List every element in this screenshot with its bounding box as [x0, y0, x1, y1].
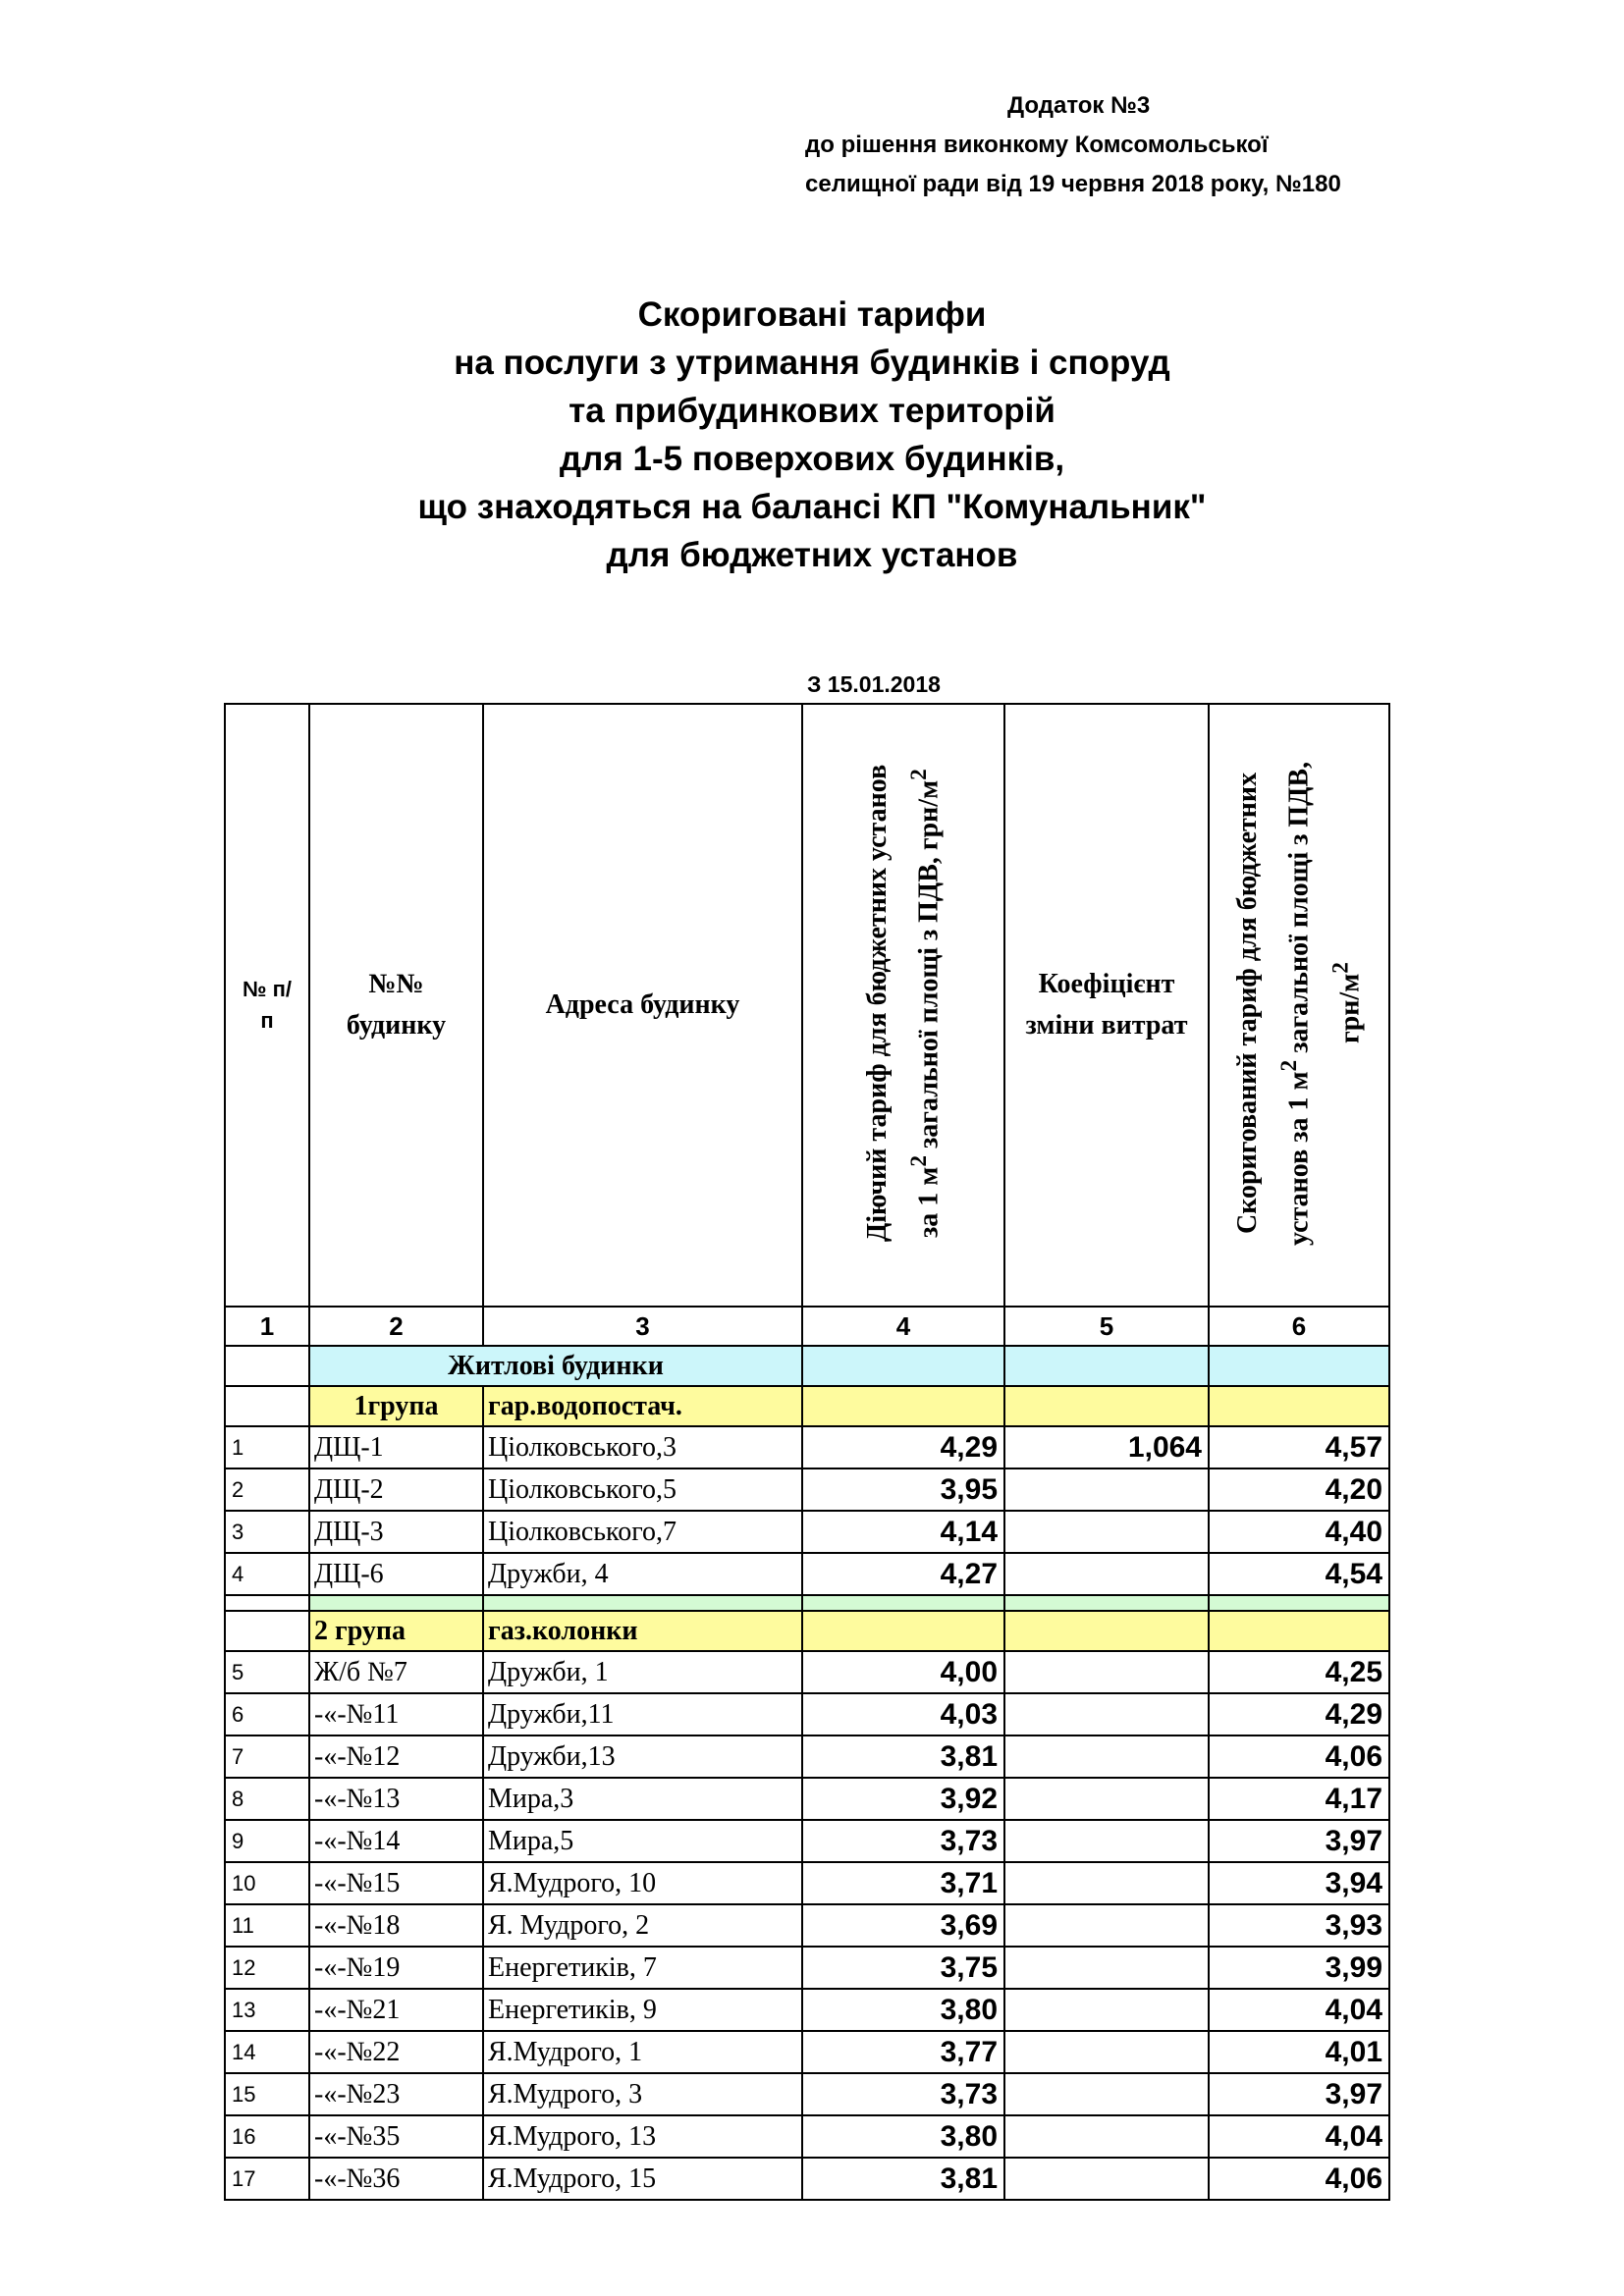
row-index: 17: [225, 2158, 309, 2200]
row-index: 10: [225, 1862, 309, 1904]
coefficient: [1004, 1989, 1209, 2031]
header-current-tariff-sup-2: 2: [905, 768, 932, 780]
coefficient: [1004, 1904, 1209, 1947]
row-index: 3: [225, 1511, 309, 1553]
table-row: [225, 1511, 1389, 1553]
coefficient: [1004, 1820, 1209, 1862]
group-row: [225, 1386, 1389, 1426]
coefficient: [1004, 1735, 1209, 1778]
coefficient: [1004, 1778, 1209, 1820]
house-number: ДЩ-6: [309, 1553, 483, 1595]
house-address: Дружби,11: [483, 1693, 802, 1735]
house-number: -«-№18: [309, 1904, 483, 1947]
table-header-row: [225, 704, 1389, 1307]
adjusted-tariff: 4,06: [1209, 2158, 1389, 2200]
house-number: -«-№23: [309, 2073, 483, 2115]
row-index: 4: [225, 1553, 309, 1595]
house-address: Дружби,13: [483, 1735, 802, 1778]
section-title: Житлові будинки: [309, 1346, 802, 1386]
current-tariff: 4,00: [802, 1651, 1004, 1693]
house-address: Я. Мудрого, 2: [483, 1904, 802, 1947]
header-coefficient-label: Коефіцієнт зміни витрат: [1025, 969, 1188, 1041]
house-number: -«-№35: [309, 2115, 483, 2158]
adjusted-tariff: 3,94: [1209, 1862, 1389, 1904]
section-row: [225, 1346, 1389, 1386]
coefficient: [1004, 1468, 1209, 1511]
group-row: [225, 1611, 1389, 1651]
row-index: 1: [225, 1426, 309, 1468]
header-address: [483, 704, 802, 1307]
house-address: Я.Мудрого, 3: [483, 2073, 802, 2115]
title-line-2: на послуги з утримання будинків і споруд: [454, 344, 1170, 382]
column-number: 4: [802, 1307, 1004, 1346]
house-address: Енергетиків, 7: [483, 1947, 802, 1989]
house-number: Ж/б №7: [309, 1651, 483, 1693]
title-line-1: Скориговані тарифи: [637, 295, 987, 334]
header-current-tariff-line-2: загальної площі з ПДВ, грн/м: [913, 779, 945, 1155]
row-index: 16: [225, 2115, 309, 2158]
group-name: 2 група: [309, 1611, 483, 1651]
row-index: 11: [225, 1904, 309, 1947]
house-address: Енергетиків, 9: [483, 1989, 802, 2031]
table-row: [225, 1693, 1389, 1735]
house-number: -«-№21: [309, 1989, 483, 2031]
table-row: [225, 1947, 1389, 1989]
coefficient: [1004, 1553, 1209, 1595]
coefficient: [1004, 1511, 1209, 1553]
adjusted-tariff: 3,99: [1209, 1947, 1389, 1989]
column-number: 6: [1209, 1307, 1389, 1346]
header-adjusted-tariff-label: [1227, 709, 1372, 1298]
header-house-number: [309, 704, 483, 1307]
table-row: [225, 1735, 1389, 1778]
header-index-label: № п/ п: [242, 977, 293, 1033]
current-tariff: 3,81: [802, 1735, 1004, 1778]
coefficient: [1004, 1693, 1209, 1735]
current-tariff: 3,77: [802, 2031, 1004, 2073]
house-address: Я.Мудрого, 15: [483, 2158, 802, 2200]
adjusted-tariff: 4,04: [1209, 2115, 1389, 2158]
row-index: 7: [225, 1735, 309, 1778]
table-row: [225, 2115, 1389, 2158]
current-tariff: 3,75: [802, 1947, 1004, 1989]
table-row: [225, 2158, 1389, 2200]
coefficient: [1004, 2073, 1209, 2115]
house-address: Ціолковського,5: [483, 1468, 802, 1511]
house-number: ДЩ-3: [309, 1511, 483, 1553]
current-tariff: 3,95: [802, 1468, 1004, 1511]
current-tariff: 3,92: [802, 1778, 1004, 1820]
header-adjusted-tariff-unit: установ за 1 м: [1283, 1070, 1314, 1246]
header-adjusted-tariff-line-2: загальної площі з ПДВ,: [1283, 760, 1314, 1059]
row-index: 9: [225, 1820, 309, 1862]
house-address: Я.Мудрого, 1: [483, 2031, 802, 2073]
house-address: Я.Мудрого, 13: [483, 2115, 802, 2158]
table-row: [225, 2073, 1389, 2115]
group-name: 1група: [309, 1386, 483, 1426]
house-number: -«-№12: [309, 1735, 483, 1778]
column-number-row: [225, 1307, 1389, 1346]
column-number: 1: [225, 1307, 309, 1346]
title-line-6: для бюджетних установ: [606, 536, 1018, 574]
house-number: -«-№36: [309, 2158, 483, 2200]
adjusted-tariff: 4,06: [1209, 1735, 1389, 1778]
coefficient: [1004, 2158, 1209, 2200]
coefficient: [1004, 2115, 1209, 2158]
house-number: -«-№14: [309, 1820, 483, 1862]
header-current-tariff-unit: за 1 м: [913, 1166, 945, 1238]
current-tariff: 4,29: [802, 1426, 1004, 1468]
coefficient: [1004, 1947, 1209, 1989]
annex-number: Додаток №3: [1007, 92, 1151, 119]
current-tariff: 4,03: [802, 1693, 1004, 1735]
adjusted-tariff: 4,04: [1209, 1989, 1389, 2031]
adjusted-tariff: 4,20: [1209, 1468, 1389, 1511]
table-row: [225, 2031, 1389, 2073]
house-address: Мира,3: [483, 1778, 802, 1820]
annex-decision-line: до рішення виконкому Комсомольської: [805, 132, 1269, 158]
table-row: [225, 1468, 1389, 1511]
row-index: 5: [225, 1651, 309, 1693]
adjusted-tariff: 4,29: [1209, 1693, 1389, 1735]
adjusted-tariff: 4,17: [1209, 1778, 1389, 1820]
row-index: 8: [225, 1778, 309, 1820]
house-number: -«-№11: [309, 1693, 483, 1735]
header-coefficient: [1004, 704, 1209, 1307]
table-row: [225, 1820, 1389, 1862]
house-address: Мира,5: [483, 1820, 802, 1862]
header-house-number-label: №№ будинку: [346, 969, 447, 1041]
row-index: 15: [225, 2073, 309, 2115]
group-type: гар.водопостач.: [483, 1386, 802, 1426]
coefficient: [1004, 2031, 1209, 2073]
annex-block: [805, 86, 1512, 204]
header-adjusted-tariff-sup-2: 2: [1327, 962, 1353, 974]
tariff-table: [224, 703, 1390, 2201]
row-index: 12: [225, 1947, 309, 1989]
house-address: Дружби, 1: [483, 1651, 802, 1693]
house-number: -«-№22: [309, 2031, 483, 2073]
house-number: ДЩ-2: [309, 1468, 483, 1511]
current-tariff: 3,80: [802, 1989, 1004, 2031]
adjusted-tariff: 3,97: [1209, 2073, 1389, 2115]
adjusted-tariff: 3,93: [1209, 1904, 1389, 1947]
house-number: -«-№19: [309, 1947, 483, 1989]
annex-date-line: селищної ради від 19 червня 2018 року, №180: [805, 171, 1341, 197]
column-number: 5: [1004, 1307, 1209, 1346]
coefficient: [1004, 1651, 1209, 1693]
group-type: газ.колонки: [483, 1611, 802, 1651]
title-line-5: що знаходяться на балансі КП "Комунальник": [417, 488, 1207, 526]
row-index: 6: [225, 1693, 309, 1735]
table-row: [225, 1426, 1389, 1468]
column-number: 3: [483, 1307, 802, 1346]
header-current-tariff: [802, 704, 1004, 1307]
table-row: [225, 1778, 1389, 1820]
spacer-row: [225, 1595, 1389, 1611]
adjusted-tariff: 4,54: [1209, 1553, 1389, 1595]
effective-date: З 15.01.2018: [807, 671, 941, 697]
table-row: [225, 1651, 1389, 1693]
adjusted-tariff: 4,40: [1209, 1511, 1389, 1553]
house-address: Я.Мудрого, 10: [483, 1862, 802, 1904]
row-index: 13: [225, 1989, 309, 2031]
house-number: ДЩ-1: [309, 1426, 483, 1468]
table-row: [225, 1553, 1389, 1595]
current-tariff: 3,71: [802, 1862, 1004, 1904]
house-number: -«-№15: [309, 1862, 483, 1904]
document-title: [0, 291, 1624, 579]
header-index: [225, 704, 309, 1307]
row-index: 14: [225, 2031, 309, 2073]
current-tariff: 3,81: [802, 2158, 1004, 2200]
house-number: -«-№13: [309, 1778, 483, 1820]
current-tariff: 4,27: [802, 1553, 1004, 1595]
house-address: Ціолковського,7: [483, 1511, 802, 1553]
current-tariff: 4,14: [802, 1511, 1004, 1553]
header-current-tariff-label: [857, 709, 949, 1298]
header-adjusted-tariff: [1209, 704, 1389, 1307]
row-index: 2: [225, 1468, 309, 1511]
header-address-label: Адреса будинку: [545, 989, 740, 1020]
adjusted-tariff: 4,01: [1209, 2031, 1389, 2073]
current-tariff: 3,73: [802, 2073, 1004, 2115]
house-address: Дружби, 4: [483, 1553, 802, 1595]
table-row: [225, 1989, 1389, 2031]
table-row: [225, 1862, 1389, 1904]
house-address: Ціолковського,3: [483, 1426, 802, 1468]
current-tariff: 3,69: [802, 1904, 1004, 1947]
adjusted-tariff: 4,25: [1209, 1651, 1389, 1693]
current-tariff: 3,80: [802, 2115, 1004, 2158]
header-adjusted-tariff-line-1: Скоригований тариф для бюджетних: [1231, 772, 1263, 1234]
coefficient: [1004, 1862, 1209, 1904]
header-current-tariff-line-1: Діючий тариф для бюджетних установ: [861, 764, 893, 1242]
title-line-3: та прибудинкових територій: [568, 392, 1056, 430]
header-adjusted-tariff-line-3: грн/м: [1334, 973, 1366, 1043]
header-adjusted-tariff-sup: 2: [1275, 1058, 1302, 1071]
title-line-4: для 1-5 поверхових будинків,: [559, 440, 1065, 478]
adjusted-tariff: 3,97: [1209, 1820, 1389, 1862]
current-tariff: 3,73: [802, 1820, 1004, 1862]
table-row: [225, 1904, 1389, 1947]
header-current-tariff-sup: 2: [905, 1154, 932, 1167]
adjusted-tariff: 4,57: [1209, 1426, 1389, 1468]
column-number: 2: [309, 1307, 483, 1346]
coefficient: 1,064: [1004, 1426, 1209, 1468]
